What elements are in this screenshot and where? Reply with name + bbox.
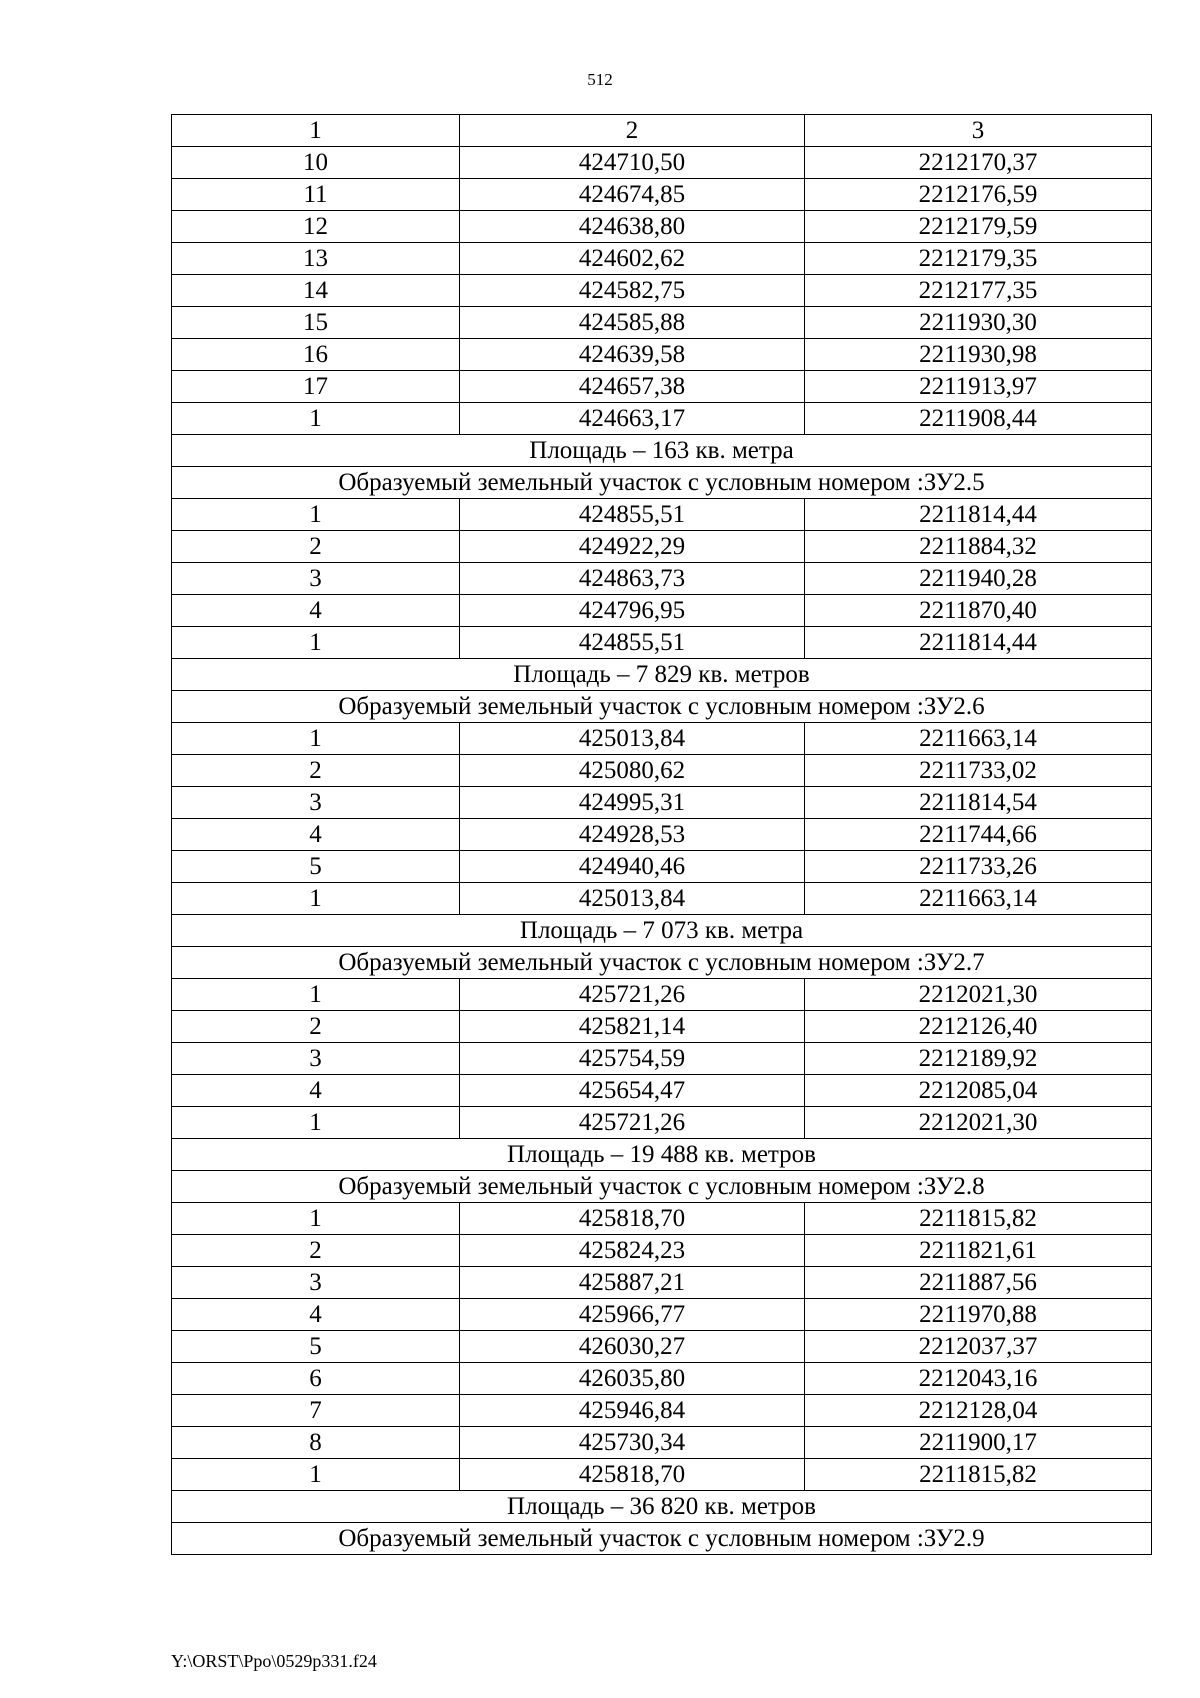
- section-caption: Площадь – 19 488 кв. метров: [172, 1139, 1152, 1171]
- x-coordinate-cell: 424940,46: [460, 851, 805, 883]
- coordinates-table-body: [172, 115, 1152, 1555]
- coordinate-row: [172, 883, 1152, 915]
- point-number-cell: 1: [172, 979, 460, 1011]
- x-coordinate-cell: 425966,77: [460, 1299, 805, 1331]
- coordinate-row: [172, 275, 1152, 307]
- y-coordinate-cell: 2212126,40: [805, 1011, 1152, 1043]
- coordinate-row: [172, 1395, 1152, 1427]
- x-coordinate-cell: 424657,38: [460, 371, 805, 403]
- x-coordinate-cell: 425730,34: [460, 1427, 805, 1459]
- point-number-cell: 16: [172, 339, 460, 371]
- y-coordinate-cell: 2211870,40: [805, 595, 1152, 627]
- coordinate-row: [172, 1043, 1152, 1075]
- point-number-cell: 1: [172, 1107, 460, 1139]
- point-number-cell: 1: [172, 115, 460, 147]
- x-coordinate-cell: 424710,50: [460, 147, 805, 179]
- x-coordinate-cell: 425818,70: [460, 1203, 805, 1235]
- x-coordinate-cell: 424855,51: [460, 627, 805, 659]
- coordinate-row: [172, 1363, 1152, 1395]
- y-coordinate-cell: 2211814,44: [805, 627, 1152, 659]
- section-caption: Образуемый земельный участок с условным номером :ЗУ2.7: [172, 947, 1152, 979]
- section-caption: Площадь – 7 829 кв. метров: [172, 659, 1152, 691]
- y-coordinate-cell: 2212189,92: [805, 1043, 1152, 1075]
- x-coordinate-cell: 424638,80: [460, 211, 805, 243]
- y-coordinate-cell: 2211900,17: [805, 1427, 1152, 1459]
- coordinate-row: [172, 307, 1152, 339]
- point-number-cell: 13: [172, 243, 460, 275]
- coordinate-row: [172, 1427, 1152, 1459]
- x-coordinate-cell: 425946,84: [460, 1395, 805, 1427]
- section-row: [172, 435, 1152, 467]
- point-number-cell: 17: [172, 371, 460, 403]
- x-coordinate-cell: 425824,23: [460, 1235, 805, 1267]
- point-number-cell: 4: [172, 595, 460, 627]
- y-coordinate-cell: 2211744,66: [805, 819, 1152, 851]
- x-coordinate-cell: 424863,73: [460, 563, 805, 595]
- point-number-cell: 1: [172, 883, 460, 915]
- point-number-cell: 7: [172, 1395, 460, 1427]
- x-coordinate-cell: 424855,51: [460, 499, 805, 531]
- x-coordinate-cell: 424639,58: [460, 339, 805, 371]
- footer-file-path: Y:\ORST\Ppo\0529p331.f24: [171, 1651, 377, 1671]
- section-caption: Образуемый земельный участок с условным номером :ЗУ2.6: [172, 691, 1152, 723]
- coordinate-row: [172, 147, 1152, 179]
- coordinate-row: [172, 1235, 1152, 1267]
- section-row: [172, 659, 1152, 691]
- x-coordinate-cell: 424928,53: [460, 819, 805, 851]
- y-coordinate-cell: 2211821,61: [805, 1235, 1152, 1267]
- y-coordinate-cell: 2211663,14: [805, 883, 1152, 915]
- y-coordinate-cell: 2211930,30: [805, 307, 1152, 339]
- coordinate-row: [172, 531, 1152, 563]
- point-number-cell: 3: [172, 1043, 460, 1075]
- y-coordinate-cell: 3: [805, 115, 1152, 147]
- y-coordinate-cell: 2211887,56: [805, 1267, 1152, 1299]
- x-coordinate-cell: 424663,17: [460, 403, 805, 435]
- coordinate-row: [172, 371, 1152, 403]
- point-number-cell: 14: [172, 275, 460, 307]
- section-row: [172, 1139, 1152, 1171]
- y-coordinate-cell: 2211930,98: [805, 339, 1152, 371]
- y-coordinate-cell: 2211733,02: [805, 755, 1152, 787]
- coordinate-row: [172, 1459, 1152, 1491]
- point-number-cell: 1: [172, 723, 460, 755]
- point-number-cell: 2: [172, 1011, 460, 1043]
- coordinate-row: [172, 403, 1152, 435]
- coordinate-row: [172, 1331, 1152, 1363]
- x-coordinate-cell: 425654,47: [460, 1075, 805, 1107]
- y-coordinate-cell: 2212179,59: [805, 211, 1152, 243]
- x-coordinate-cell: 424674,85: [460, 179, 805, 211]
- section-row: [172, 467, 1152, 499]
- coordinate-row: [172, 499, 1152, 531]
- x-coordinate-cell: 425721,26: [460, 1107, 805, 1139]
- point-number-cell: 5: [172, 1331, 460, 1363]
- y-coordinate-cell: 2211815,82: [805, 1459, 1152, 1491]
- y-coordinate-cell: 2212128,04: [805, 1395, 1152, 1427]
- point-number-cell: 1: [172, 627, 460, 659]
- x-coordinate-cell: 426030,27: [460, 1331, 805, 1363]
- x-coordinate-cell: 425754,59: [460, 1043, 805, 1075]
- x-coordinate-cell: 424922,29: [460, 531, 805, 563]
- x-coordinate-cell: 425013,84: [460, 723, 805, 755]
- x-coordinate-cell: 425080,62: [460, 755, 805, 787]
- x-coordinate-cell: 426035,80: [460, 1363, 805, 1395]
- y-coordinate-cell: 2212037,37: [805, 1331, 1152, 1363]
- x-coordinate-cell: 424585,88: [460, 307, 805, 339]
- y-coordinate-cell: 2211884,32: [805, 531, 1152, 563]
- point-number-cell: 4: [172, 819, 460, 851]
- coordinate-row: [172, 1011, 1152, 1043]
- y-coordinate-cell: 2212179,35: [805, 243, 1152, 275]
- x-coordinate-cell: 425721,26: [460, 979, 805, 1011]
- coordinate-row: [172, 339, 1152, 371]
- point-number-cell: 2: [172, 1235, 460, 1267]
- x-coordinate-cell: 424602,62: [460, 243, 805, 275]
- y-coordinate-cell: 2211970,88: [805, 1299, 1152, 1331]
- point-number-cell: 4: [172, 1075, 460, 1107]
- y-coordinate-cell: 2211913,97: [805, 371, 1152, 403]
- section-caption: Площадь – 163 кв. метра: [172, 435, 1152, 467]
- x-coordinate-cell: 425821,14: [460, 1011, 805, 1043]
- point-number-cell: 3: [172, 787, 460, 819]
- coordinate-row: [172, 1107, 1152, 1139]
- coordinate-row: [172, 627, 1152, 659]
- x-coordinate-cell: 424582,75: [460, 275, 805, 307]
- section-caption: Площадь – 7 073 кв. метра: [172, 915, 1152, 947]
- point-number-cell: 4: [172, 1299, 460, 1331]
- coordinate-row: [172, 755, 1152, 787]
- page-number: 512: [587, 70, 613, 89]
- section-caption: Образуемый земельный участок с условным номером :ЗУ2.9: [172, 1523, 1152, 1555]
- point-number-cell: 10: [172, 147, 460, 179]
- coordinate-row: [172, 211, 1152, 243]
- coordinate-row: [172, 1203, 1152, 1235]
- coordinate-row: [172, 179, 1152, 211]
- coordinates-table: [171, 114, 1152, 1555]
- coordinate-row: [172, 1267, 1152, 1299]
- point-number-cell: 1: [172, 1459, 460, 1491]
- section-caption: Образуемый земельный участок с условным номером :ЗУ2.8: [172, 1171, 1152, 1203]
- x-coordinate-cell: 425013,84: [460, 883, 805, 915]
- point-number-cell: 11: [172, 179, 460, 211]
- point-number-cell: 6: [172, 1363, 460, 1395]
- point-number-cell: 3: [172, 563, 460, 595]
- x-coordinate-cell: 425818,70: [460, 1459, 805, 1491]
- coordinate-row: [172, 243, 1152, 275]
- point-number-cell: 8: [172, 1427, 460, 1459]
- y-coordinate-cell: 2211814,44: [805, 499, 1152, 531]
- column-number-row: [172, 115, 1152, 147]
- point-number-cell: 5: [172, 851, 460, 883]
- x-coordinate-cell: 424995,31: [460, 787, 805, 819]
- y-coordinate-cell: 2212021,30: [805, 1107, 1152, 1139]
- coordinate-row: [172, 1075, 1152, 1107]
- x-coordinate-cell: 425887,21: [460, 1267, 805, 1299]
- point-number-cell: 1: [172, 499, 460, 531]
- y-coordinate-cell: 2212176,59: [805, 179, 1152, 211]
- x-coordinate-cell: 2: [460, 115, 805, 147]
- y-coordinate-cell: 2212177,35: [805, 275, 1152, 307]
- section-row: [172, 915, 1152, 947]
- point-number-cell: 12: [172, 211, 460, 243]
- section-row: [172, 1171, 1152, 1203]
- section-row: [172, 691, 1152, 723]
- y-coordinate-cell: 2211814,54: [805, 787, 1152, 819]
- y-coordinate-cell: 2211663,14: [805, 723, 1152, 755]
- y-coordinate-cell: 2212021,30: [805, 979, 1152, 1011]
- point-number-cell: 2: [172, 531, 460, 563]
- coordinate-row: [172, 1299, 1152, 1331]
- y-coordinate-cell: 2211940,28: [805, 563, 1152, 595]
- point-number-cell: 15: [172, 307, 460, 339]
- coordinate-row: [172, 851, 1152, 883]
- section-row: [172, 947, 1152, 979]
- y-coordinate-cell: 2212170,37: [805, 147, 1152, 179]
- section-row: [172, 1523, 1152, 1555]
- y-coordinate-cell: 2211908,44: [805, 403, 1152, 435]
- y-coordinate-cell: 2211815,82: [805, 1203, 1152, 1235]
- coordinate-row: [172, 595, 1152, 627]
- x-coordinate-cell: 424796,95: [460, 595, 805, 627]
- point-number-cell: 1: [172, 1203, 460, 1235]
- coordinate-row: [172, 723, 1152, 755]
- point-number-cell: 3: [172, 1267, 460, 1299]
- section-row: [172, 1491, 1152, 1523]
- point-number-cell: 1: [172, 403, 460, 435]
- section-caption: Площадь – 36 820 кв. метров: [172, 1491, 1152, 1523]
- y-coordinate-cell: 2212043,16: [805, 1363, 1152, 1395]
- point-number-cell: 2: [172, 755, 460, 787]
- y-coordinate-cell: 2212085,04: [805, 1075, 1152, 1107]
- section-caption: Образуемый земельный участок с условным номером :ЗУ2.5: [172, 467, 1152, 499]
- y-coordinate-cell: 2211733,26: [805, 851, 1152, 883]
- coordinate-row: [172, 979, 1152, 1011]
- coordinate-row: [172, 819, 1152, 851]
- coordinate-row: [172, 563, 1152, 595]
- coordinate-row: [172, 787, 1152, 819]
